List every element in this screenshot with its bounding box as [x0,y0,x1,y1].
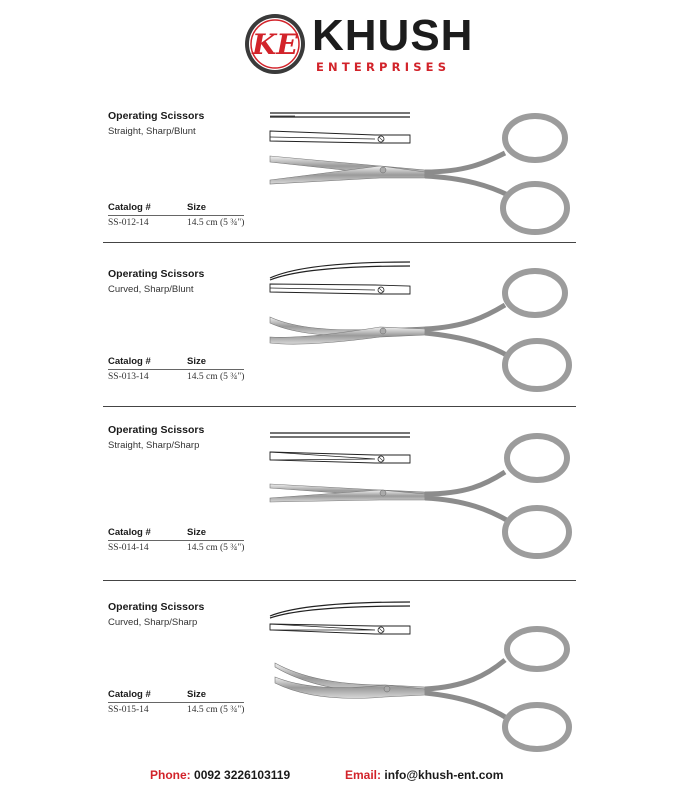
product-size: 14.5 cm (5 ¾") [187,543,245,553]
footer [0,768,689,792]
catalog-label: Catalog # [108,202,151,213]
size-label: Size [187,527,207,538]
email-contact [345,768,503,782]
spec-divider [108,369,244,370]
phone-number[interactable]: 0092 3226103119 [194,768,291,782]
spec-divider [108,540,244,541]
product-title: Operating Scissors [108,110,205,122]
product-title: Operating Scissors [108,424,205,436]
catalog-number: SS-013-14 [108,372,149,382]
brand-name: KHUSH [312,11,474,60]
header [0,0,689,95]
catalog-number: SS-012-14 [108,218,149,228]
product-title: Operating Scissors [108,601,205,613]
scissors-image [265,625,585,755]
spec-divider [108,702,244,703]
product-subtitle: Curved, Sharp/Sharp [108,617,198,628]
product-size: 14.5 cm (5 ¾") [187,705,245,715]
product-subtitle: Straight, Sharp/Blunt [108,126,196,137]
product-subtitle: Curved, Sharp/Blunt [108,284,194,295]
scissors-image [265,108,585,238]
spec-divider [108,215,244,216]
catalog-number: SS-014-14 [108,543,149,553]
section-divider [103,580,576,581]
product-title: Operating Scissors [108,268,205,280]
brand-logo-icon [243,12,307,76]
phone-contact [150,768,290,782]
product-size: 14.5 cm (5 ¾") [187,372,245,382]
svg-text:KE: KE [252,28,298,61]
scissors-image [265,265,585,395]
catalog-label: Catalog # [108,527,151,538]
section-divider [103,242,576,243]
scissors-image [265,430,585,560]
email-label: Email: [345,768,382,782]
catalog-number: SS-015-14 [108,705,149,715]
email-address[interactable]: info@khush-ent.com [384,768,504,782]
section-divider [103,406,576,407]
catalog-label: Catalog # [108,356,151,367]
size-label: Size [187,356,207,367]
brand-subtitle: ENTERPRISES [316,60,451,74]
size-label: Size [187,202,207,213]
product-subtitle: Straight, Sharp/Sharp [108,440,200,451]
size-label: Size [187,689,207,700]
catalog-label: Catalog # [108,689,151,700]
phone-label: Phone: [150,768,191,782]
product-size: 14.5 cm (5 ¾") [187,218,245,228]
